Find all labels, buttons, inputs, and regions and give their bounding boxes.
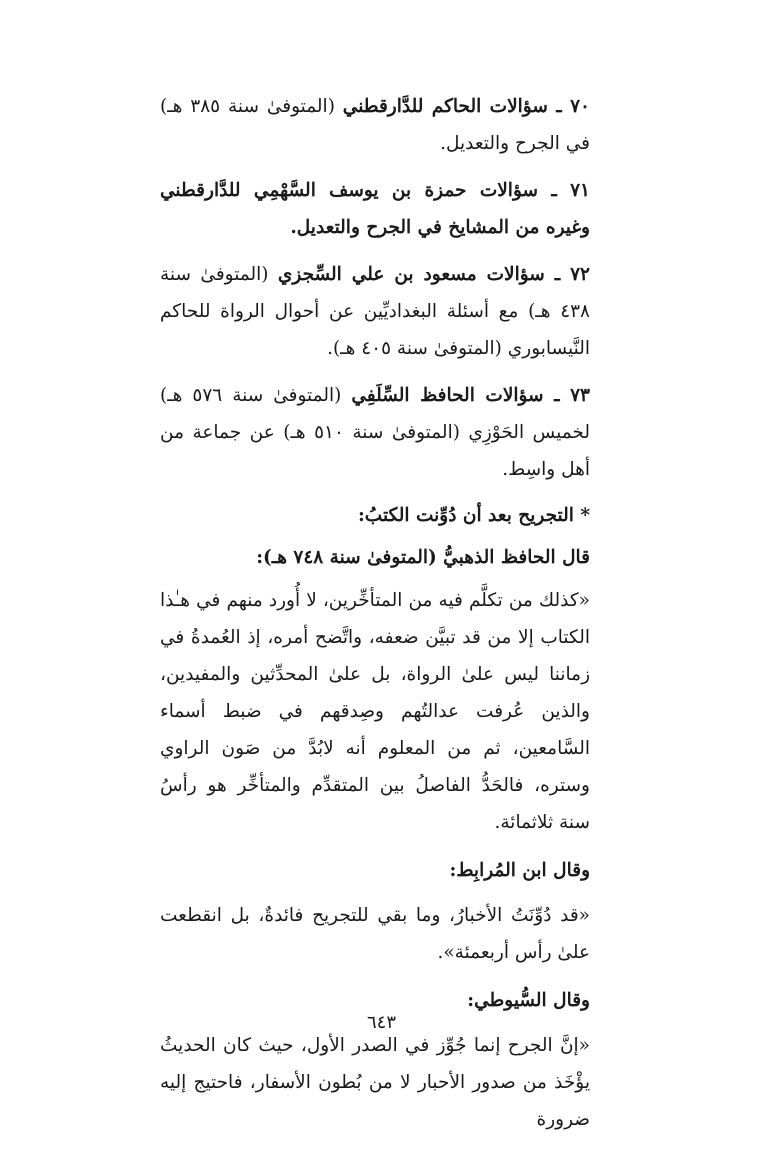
entry-71-title: ٧١ ـ سؤالات حمزة بن يوسف السَّهْمِي للدَّارقطني وغيره من المشايخ في الجرح والتعديل. [160, 180, 590, 238]
dhahabi-heading: قال الحافظ الذهبيُّ (المتوفىٰ سنة ٧٤٨ هـ): [256, 547, 590, 568]
page-body [160, 88, 590, 1150]
suyuti-quote: «إنَّ الجرح إنما جُوِّز في الصدر الأول، حيث كان الحديثُ يؤْخَذ من صدور الأحبار لا من بُطون الأسفار، فاحتيج إليه ضرورة [160, 1035, 590, 1130]
entry-73-title: ٧٣ ـ سؤالات الحافظ السِّلَفِي [351, 385, 590, 406]
entry-73 [160, 377, 590, 488]
murabit-heading: وقال ابن المُرابِط: [449, 860, 590, 881]
entry-70 [160, 88, 590, 162]
entry-71 [160, 172, 590, 246]
entry-72-title: ٧٢ ـ سؤالات مسعود بن علي السِّجزي [277, 264, 590, 285]
murabit-quote: «قد دُوِّنَتُ الأخبارُ، وما بقي للتجريح فائدةٌ، بل انقطعت علىٰ رأس أربعمئة». [160, 905, 590, 963]
entry-72-text: (المتوفىٰ سنة ٤٣٨ هـ) مع أسئلة البغداديِّين عن أحوال الرواة للحاكم النَّيسابوري (المتوفىٰ سنة ٤٠٥ هـ). [160, 264, 590, 359]
entry-73-text: (المتوفىٰ سنة ٥٧٦ هـ) لخميس الحَوْزِي (المتوفىٰ سنة ٥١٠ هـ) عن جماعة من أهل واسِط. [160, 385, 590, 480]
suyuti-heading: وقال السُّيوطي: [467, 990, 590, 1011]
dhahabi-quote: «كذلك من تكلَّم فيه من المتأخِّرين، لا أُورد منهم في هـٰذا الكتاب إلا من قد تبيَّن ضعفه، واتَّضح أمره، إذ العُمدةُ في زماننا ليس علىٰ الرواة، بل علىٰ المحدِّثين والمفيدين، والذين عُرفت عدالتُهم وصِدقهم في ضبط أسماء السَّامعين، ثم من المعلوم أنه لابُدَّ من صَون الراوي وستره، فالحَدُّ الفاصلُ بين المتقدِّم والمتأخِّر هو رأسُ سنة ثلاثمائة. [160, 590, 591, 833]
page-number: ٦٤٣ [366, 1012, 396, 1033]
entry-72 [160, 256, 590, 367]
entry-70-title: ٧٠ ـ سؤالات الحاكم للدَّارقطني [342, 96, 590, 117]
entry-70-text: (المتوفىٰ سنة ٣٨٥ هـ) في الجرح والتعديل. [160, 96, 590, 154]
section-heading: * التجريح بعد أن دُوِّنت الكتبُ: [357, 505, 590, 526]
